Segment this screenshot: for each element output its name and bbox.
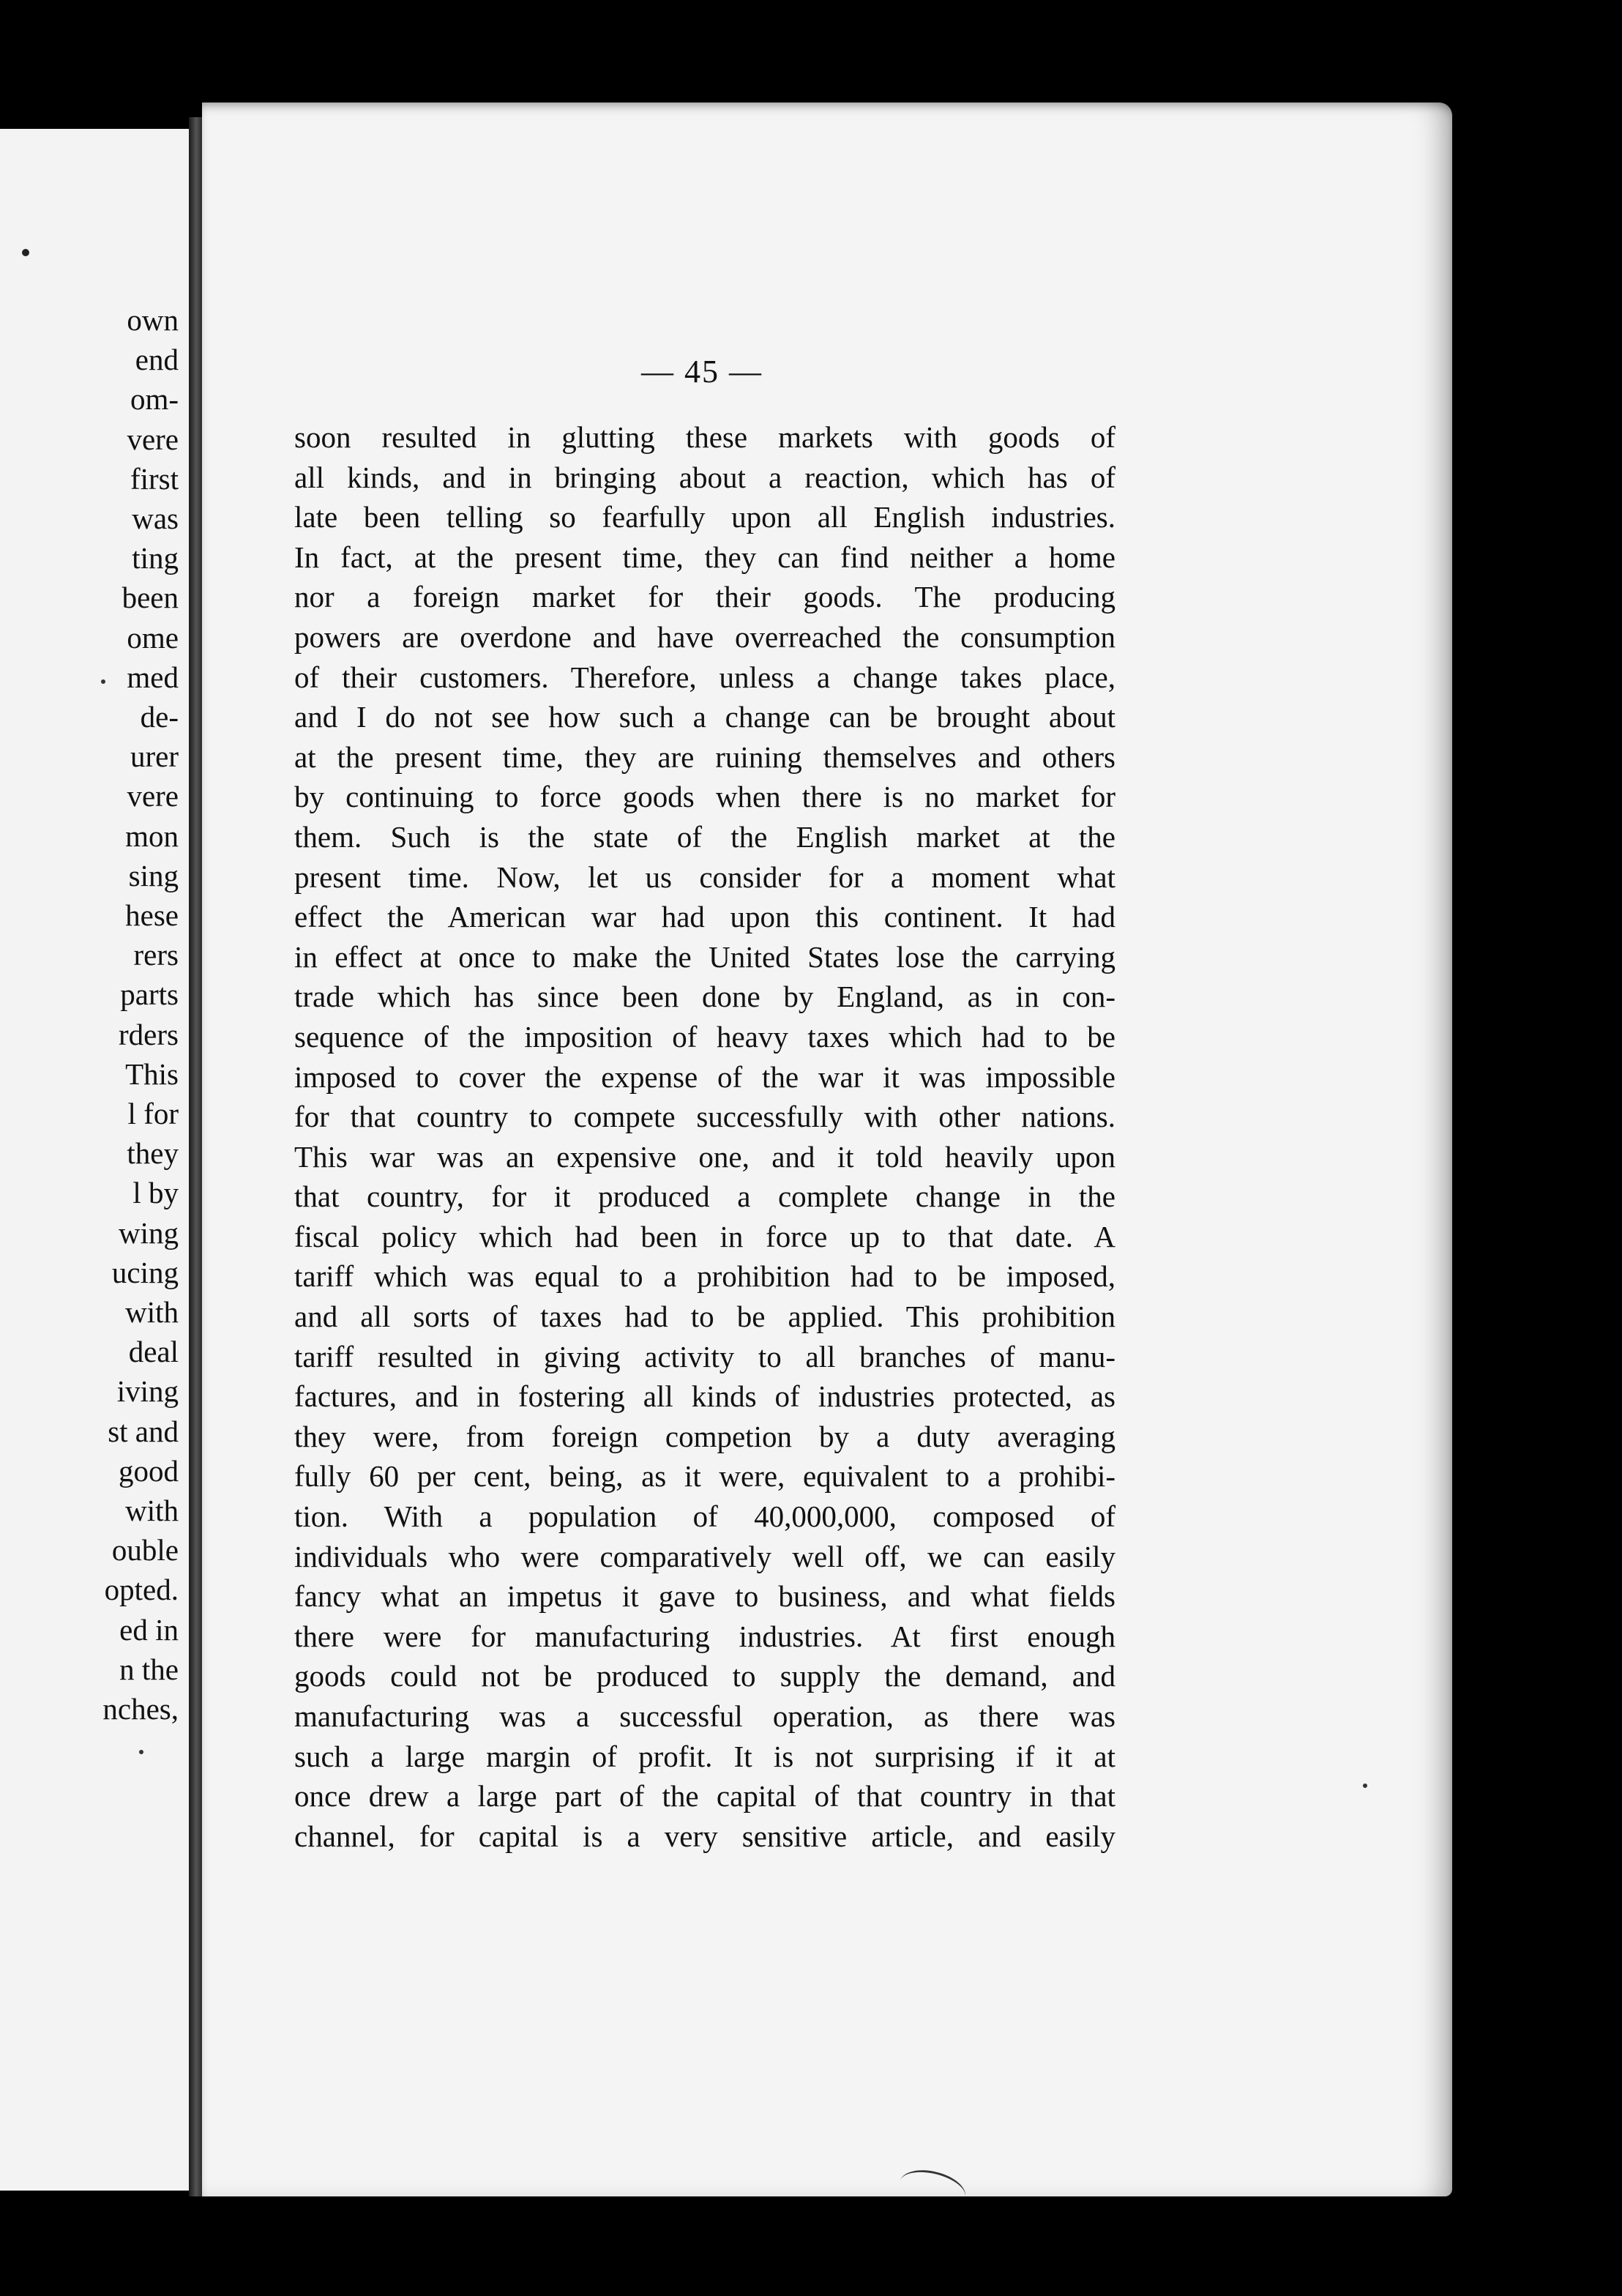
text-line: manufacturing was a successful operation, as there was <box>294 1699 1115 1733</box>
text-line: soon resulted in glutting these markets with goods of <box>294 420 1115 454</box>
ink-speck <box>139 1750 143 1754</box>
facing-page-fragment: deal <box>128 1335 179 1369</box>
facing-page-fragment: end <box>135 343 179 377</box>
facing-page-fragment: vere <box>127 422 179 456</box>
facing-page-fragment: om- <box>130 382 179 417</box>
facing-page-fragment: mon <box>125 819 179 853</box>
facing-page-fragment: own <box>127 303 179 337</box>
facing-page-fragment: parts <box>120 977 179 1012</box>
text-line: in effect at once to make the United States lose the carrying <box>294 939 1115 974</box>
book-gutter <box>189 117 203 2196</box>
text-line: at the present time, they are ruining themselves and others <box>294 739 1115 774</box>
text-line: channel, for capital is a very sensitive article, and easily <box>294 1819 1115 1853</box>
text-line: nor a foreign market for their goods. The producing <box>294 580 1115 614</box>
text-line: and I do not see how such a change can be brought about <box>294 700 1115 734</box>
text-line: all kinds, and in bringing about a reaction, which has of <box>294 460 1115 494</box>
facing-page-fragment: good <box>119 1453 179 1488</box>
facing-page-fragment: ting <box>132 541 179 575</box>
text-line: fully 60 per cent, being, as it were, equivalent to a prohibi- <box>294 1459 1115 1494</box>
text-line: fancy what an impetus it gave to business, and what fields <box>294 1579 1115 1614</box>
facing-page-fragment: ed in <box>119 1612 179 1647</box>
text-line: In fact, at the present time, they can find neither a home <box>294 540 1115 574</box>
text-line: powers are overdone and have overreached the consumption <box>294 619 1115 654</box>
facing-page-fragment: nches, <box>102 1692 179 1726</box>
text-line: This war was an expensive one, and it told heavily upon <box>294 1139 1115 1174</box>
facing-page-fragment: ouble <box>111 1533 179 1568</box>
text-line: sequence of the imposition of heavy taxes which had to be <box>294 1019 1115 1054</box>
facing-page-fragment: wing <box>119 1215 179 1250</box>
facing-page-fragment: de- <box>140 700 179 734</box>
facing-page-left <box>0 129 189 2191</box>
facing-page-fragment: hese <box>125 898 179 932</box>
text-line: factures, and in fostering all kinds of industries protected, as <box>294 1379 1115 1414</box>
facing-page-fragment: been <box>122 581 179 615</box>
text-line: of their customers. Therefore, unless a change takes place, <box>294 660 1115 694</box>
text-line: tion. With a population of 40,000,000, composed of <box>294 1499 1115 1534</box>
text-line: imposed to cover the expense of the war it was impossible <box>294 1059 1115 1094</box>
facing-page-fragment: rers <box>133 938 179 972</box>
text-line: and all sorts of taxes had to be applied. This prohibition <box>294 1300 1115 1334</box>
facing-page-fragment: first <box>130 461 179 496</box>
facing-page-fragment: l for <box>127 1097 179 1130</box>
facing-page-fragment: st and <box>108 1414 179 1448</box>
facing-page-fragment: with <box>125 1295 179 1329</box>
facing-page-fragment: was <box>132 502 179 535</box>
text-line: late been telling so fearfully upon all English industries. <box>294 500 1115 534</box>
text-line: by continuing to force goods when there is no market for <box>294 780 1115 814</box>
text-line: tariff which was equal to a prohibition had to be imposed, <box>294 1259 1115 1294</box>
facing-page-fragment: n the <box>119 1652 179 1686</box>
facing-page-fragment: med <box>127 660 179 694</box>
facing-page-fragment: l by <box>132 1176 179 1210</box>
text-line: individuals who were comparatively well off, we can easily <box>294 1539 1115 1573</box>
ink-speck <box>1363 1783 1367 1788</box>
facing-page-fragment: with <box>125 1494 179 1527</box>
facing-page-fragment: vere <box>127 779 179 813</box>
text-line: once drew a large part of the capital of that country in that <box>294 1779 1115 1814</box>
facing-page-fragment: This <box>125 1056 179 1091</box>
facing-page-fragment: ome <box>127 620 179 655</box>
facing-page-fragment: rders <box>119 1017 179 1051</box>
facing-page-fragment: ucing <box>111 1255 179 1289</box>
facing-page-fragment: iving <box>116 1374 179 1409</box>
text-line: goods could not be produced to supply the demand, and <box>294 1659 1115 1693</box>
text-line: they were, from foreign competion by a duty averaging <box>294 1419 1115 1453</box>
text-line: tariff resulted in giving activity to all branches of manu- <box>294 1339 1115 1374</box>
ink-speck <box>22 249 29 256</box>
ink-speck <box>101 679 105 684</box>
text-line: there were for manufacturing industries. At first enough <box>294 1619 1115 1653</box>
facing-page-fragment: urer <box>130 739 179 774</box>
text-line: trade which has since been done by England, as in con- <box>294 980 1115 1014</box>
facing-page-fragment: they <box>127 1136 179 1171</box>
page-number: — 45 — <box>641 354 763 390</box>
text-line: them. Such is the state of the English market at the <box>294 819 1115 854</box>
text-line: effect the American war had upon this continent. It had <box>294 900 1115 934</box>
facing-page-fragment: opted. <box>104 1573 179 1607</box>
text-line: fiscal policy which had been in force up to that date. A <box>294 1219 1115 1253</box>
facing-page-fragment: sing <box>128 858 179 892</box>
text-line: present time. Now, let us consider for a moment what <box>294 860 1115 894</box>
text-line: such a large margin of profit. It is not surprising if it at <box>294 1739 1115 1773</box>
text-line: that country, for it produced a complete change in the <box>294 1179 1115 1214</box>
body-text <box>294 417 1115 1856</box>
text-line: for that country to compete successfully with other nations. <box>294 1100 1115 1134</box>
